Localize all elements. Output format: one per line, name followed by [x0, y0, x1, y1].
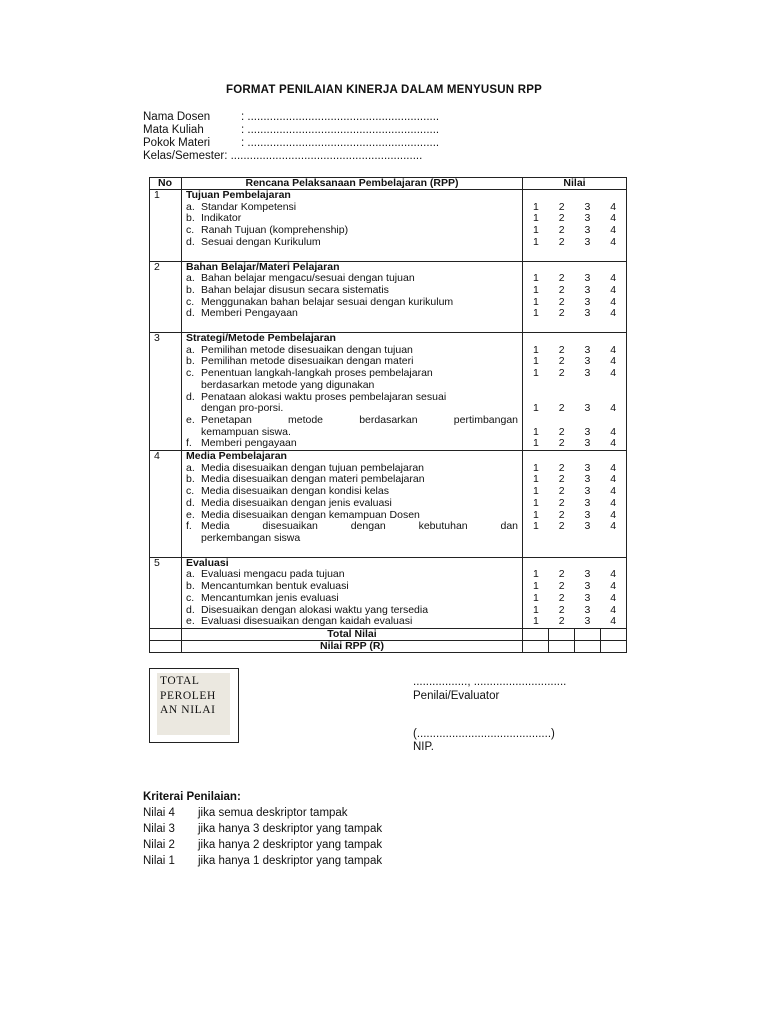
field-mata-kuliah [143, 124, 439, 137]
criterion-marker: b. [186, 580, 195, 593]
score-value: 2 [558, 473, 565, 486]
criterion-text: Media disesuaikan dengan jenis evaluasi [201, 496, 392, 509]
field-label: Mata Kuliah [143, 124, 204, 136]
score-value: 2 [558, 295, 565, 308]
score-value: 3 [584, 235, 591, 248]
score-value: 1 [532, 485, 539, 498]
field-label: Pokok Materi [143, 137, 211, 149]
document-title: FORMAT PENILAIAN KINERJA DALAM MENYUSUN RPP [226, 84, 542, 96]
criterion-text: Menggunakan bahan belajar sesuai dengan kurikulum [201, 295, 454, 308]
criterion-text: Sesuai dengan Kurikulum [201, 235, 321, 248]
field-kelas-semester [143, 150, 439, 163]
score-value: 4 [610, 283, 617, 296]
criterion-marker: b. [186, 473, 195, 486]
section-title: Evaluasi [186, 556, 229, 569]
score-value: 4 [610, 603, 617, 616]
score-value: 2 [558, 235, 565, 248]
score-value: 2 [558, 283, 565, 296]
criterion-text-continued: perkembangan siswa [201, 531, 301, 544]
criterion-text-continued: berdasarkan metode yang digunakan [201, 378, 375, 391]
criterion-marker: b. [186, 283, 195, 296]
score-value: 2 [558, 615, 565, 628]
grading-criteria [143, 789, 382, 869]
total-perolehan-nilai-box [149, 668, 239, 743]
score-value: 1 [532, 355, 539, 368]
criterion-text: Media disesuaikan dengan tujuan pembelajaran [201, 461, 424, 474]
score-value: 1 [532, 200, 539, 213]
field-label: Nama Dosen [143, 111, 211, 123]
score-value: 4 [610, 272, 617, 285]
section-content [182, 261, 523, 333]
criteria-title: Kriterai Penilaian: [143, 791, 241, 803]
criterion-item [186, 498, 518, 510]
nilai-rpp-label: Nilai RPP (R) [182, 640, 523, 652]
evaluator-name-line: (..........................................) [413, 728, 555, 740]
criterion-marker: c. [186, 591, 195, 604]
section-content [182, 557, 523, 628]
criteria-description: jika hanya 2 deskriptor yang tampak [198, 839, 383, 851]
score-value: 3 [584, 272, 591, 285]
criterion-item [186, 415, 518, 427]
total-box-line: TOTAL [160, 675, 200, 687]
field-value: : ............................................................ [224, 150, 423, 162]
criterion-text: Ranah Tujuan (komprehenship) [201, 224, 349, 237]
section-row [150, 261, 627, 333]
score-value: 3 [584, 437, 591, 450]
section-content [182, 451, 523, 558]
score-options [523, 285, 626, 297]
score-spacer [523, 380, 626, 392]
criterion-marker: c. [186, 295, 195, 308]
score-value: 2 [558, 224, 565, 237]
criterion-text: Mencantumkan bentuk evaluasi [201, 580, 349, 593]
score-options [523, 521, 626, 533]
section-content [182, 333, 523, 451]
criterion-text: Media disesuaikan dengan kondisi kelas [201, 485, 389, 498]
score-value: 4 [610, 520, 617, 533]
header-rpp: Rencana Pelaksanaan Pembelajaran (RPP) [182, 178, 523, 190]
score-value: 2 [558, 568, 565, 581]
criterion-text: Evaluasi mengacu pada tujuan [201, 568, 345, 581]
criterion-marker: b. [186, 355, 195, 368]
score-value: 4 [610, 485, 617, 498]
score-value: 1 [532, 520, 539, 533]
score-value: 2 [558, 425, 565, 438]
section-row [150, 451, 627, 558]
score-options [523, 593, 626, 605]
score-value: 4 [610, 355, 617, 368]
criterion-text: Media disesuaikan dengan materi pembelajaran [201, 473, 425, 486]
criterion-marker: f. [186, 520, 192, 533]
total-nilai-label: Total Nilai [182, 628, 523, 640]
score-value: 4 [610, 200, 617, 213]
score-value: 1 [532, 461, 539, 474]
field-nama-dosen [143, 111, 439, 124]
criterion-marker: a. [186, 272, 195, 285]
score-value: 1 [532, 508, 539, 521]
criterion-marker: f. [186, 437, 192, 450]
score-value: 1 [532, 307, 539, 320]
score-options [523, 616, 626, 628]
score-options [523, 368, 626, 380]
criterion-text: Bahan belajar mengacu/sesuai dengan tujuan [201, 272, 415, 285]
score-value: 1 [532, 367, 539, 380]
criteria-description: jika semua deskriptor tampak [198, 807, 348, 819]
criterion-marker: d. [186, 307, 195, 320]
field-value: : ............................................................ [241, 111, 440, 123]
score-value: 2 [558, 402, 565, 415]
score-options [523, 438, 626, 450]
criterion-marker: e. [186, 615, 195, 628]
score-value: 1 [532, 235, 539, 248]
score-value: 2 [558, 508, 565, 521]
score-value: 2 [558, 485, 565, 498]
section-number: 3 [150, 333, 182, 451]
score-value: 2 [558, 603, 565, 616]
criterion-text: Pemilihan metode disesuaikan dengan tujuan [201, 343, 413, 356]
nilai-rpp-cells [523, 640, 627, 652]
criteria-row [143, 805, 382, 821]
score-value: 3 [584, 283, 591, 296]
score-value: 3 [584, 520, 591, 533]
evaluator-nip: NIP. [413, 741, 434, 753]
criterion-item [186, 438, 518, 450]
criterion-marker: c. [186, 485, 195, 498]
score-value: 2 [558, 307, 565, 320]
field-value: : ............................................................ [241, 124, 440, 136]
score-value: 4 [610, 367, 617, 380]
score-value: 3 [584, 568, 591, 581]
score-value: 4 [610, 212, 617, 225]
evaluator-role: Penilai/Evaluator [413, 690, 500, 702]
criterion-text: Media disesuaikan dengan kemampuan Dosen [201, 508, 420, 521]
criterion-text: Memberi Pengayaan [201, 307, 298, 320]
section-title: Media Pembelajaran [186, 450, 287, 463]
score-value: 2 [558, 200, 565, 213]
criterion-item [186, 237, 518, 249]
table-body [150, 190, 627, 629]
section-title: Tujuan Pembelajaran [186, 189, 291, 201]
score-value: 3 [584, 425, 591, 438]
score-value: 3 [584, 367, 591, 380]
section-scores [523, 451, 627, 558]
score-value: 3 [584, 461, 591, 474]
criterion-text-continued: kemampuan siswa. [201, 425, 291, 438]
section-scores [523, 261, 627, 333]
score-value: 3 [584, 496, 591, 509]
score-value: 3 [584, 485, 591, 498]
score-value: 1 [532, 496, 539, 509]
criteria-score: Nilai 4 [143, 807, 175, 819]
criterion-text: Pemilihan metode disesuaikan dengan materi [201, 355, 414, 368]
evaluator-signature-block [413, 676, 566, 754]
score-value: 2 [558, 520, 565, 533]
score-value: 3 [584, 603, 591, 616]
score-value: 2 [558, 343, 565, 356]
score-options [523, 308, 626, 320]
score-value: 4 [610, 591, 617, 604]
section-scores [523, 333, 627, 451]
score-value: 2 [558, 461, 565, 474]
criteria-description: jika hanya 1 deskriptor yang tampak [198, 855, 383, 867]
criterion-text: Bahan belajar disusun secara sistematis [201, 283, 389, 296]
score-options [523, 237, 626, 249]
section-number: 5 [150, 557, 182, 628]
criteria-row [143, 821, 382, 837]
score-spacer [523, 451, 626, 463]
criterion-marker: d. [186, 603, 195, 616]
score-value: 3 [584, 580, 591, 593]
criterion-marker: b. [186, 212, 195, 225]
criterion-text: Penataan alokasi waktu proses pembelajaran sesuai [201, 390, 447, 403]
score-options [523, 498, 626, 510]
criterion-text: Penetapan metode berdasarkan pertimbangan [201, 413, 518, 426]
criterion-marker: a. [186, 343, 195, 356]
score-value: 2 [558, 496, 565, 509]
criteria-list [143, 805, 382, 869]
header-nilai: Nilai [523, 178, 627, 190]
score-value: 4 [610, 496, 617, 509]
score-value: 2 [558, 367, 565, 380]
criterion-text: Media disesuaikan dengan kebutuhan dan [201, 520, 518, 533]
criteria-row [143, 837, 382, 853]
score-value: 3 [584, 402, 591, 415]
section-scores [523, 190, 627, 262]
criterion-marker: d. [186, 235, 195, 248]
total-box-line: AN NILAI [160, 704, 216, 716]
score-value: 2 [558, 272, 565, 285]
score-value: 1 [532, 343, 539, 356]
criterion-marker: a. [186, 200, 195, 213]
score-value: 4 [610, 343, 617, 356]
section-title: Bahan Belajar/Materi Pelajaran [186, 260, 340, 273]
score-spacer [523, 415, 626, 427]
score-value: 3 [584, 307, 591, 320]
criterion-marker: c. [186, 224, 195, 237]
score-value: 2 [558, 591, 565, 604]
score-value: 4 [610, 307, 617, 320]
criterion-marker: e. [186, 508, 195, 521]
score-value: 3 [584, 473, 591, 486]
criterion-text: Memberi pengayaan [201, 437, 297, 450]
criterion-text: Standar Kompetensi [201, 200, 297, 213]
criterion-item [186, 285, 518, 297]
section-number: 4 [150, 451, 182, 558]
criterion-text: Evaluasi disesuaikan dengan kaidah evaluasi [201, 615, 413, 628]
total-nilai-cells [523, 628, 627, 640]
table-header-row [150, 178, 627, 190]
criterion-item [186, 593, 518, 605]
score-value: 1 [532, 591, 539, 604]
criterion-marker: a. [186, 568, 195, 581]
score-value: 4 [610, 235, 617, 248]
field-value: : ............................................................ [241, 137, 440, 149]
score-spacer [523, 533, 626, 545]
score-value: 3 [584, 355, 591, 368]
nilai-rpp-row [150, 640, 627, 652]
score-value: 2 [558, 355, 565, 368]
score-value: 4 [610, 402, 617, 415]
total-nilai-row [150, 628, 627, 640]
rpp-assessment-table [149, 177, 627, 653]
score-value: 1 [532, 272, 539, 285]
score-value: 1 [532, 473, 539, 486]
score-value: 1 [532, 283, 539, 296]
score-spacer [523, 190, 626, 202]
score-value: 4 [610, 425, 617, 438]
score-value: 4 [610, 580, 617, 593]
score-value: 3 [584, 295, 591, 308]
score-value: 3 [584, 615, 591, 628]
criterion-marker: d. [186, 496, 195, 509]
criteria-score: Nilai 1 [143, 855, 175, 867]
score-value: 3 [584, 200, 591, 213]
header-no: No [150, 178, 182, 190]
criteria-score: Nilai 2 [143, 839, 175, 851]
score-value: 4 [610, 295, 617, 308]
score-value: 1 [532, 615, 539, 628]
score-options [523, 403, 626, 415]
criterion-marker: e. [186, 413, 195, 426]
section-row [150, 190, 627, 262]
score-value: 4 [610, 568, 617, 581]
total-no-cell [150, 628, 182, 640]
criterion-marker: a. [186, 461, 195, 474]
section-scores [523, 557, 627, 628]
score-value: 1 [532, 295, 539, 308]
field-pokok-materi [143, 137, 439, 150]
criterion-marker: d. [186, 390, 195, 403]
score-value: 1 [532, 603, 539, 616]
criterion-text: Indikator [201, 212, 242, 225]
field-label: Kelas/Semester [143, 150, 225, 162]
criterion-text: Penentuan langkah-langkah proses pembelajaran [201, 367, 433, 380]
section-row [150, 557, 627, 628]
score-value: 4 [610, 461, 617, 474]
criterion-text-continued: dengan pro-porsi. [201, 402, 284, 415]
criterion-item [186, 616, 518, 628]
score-value: 4 [610, 473, 617, 486]
score-value: 4 [610, 224, 617, 237]
criterion-item [186, 308, 518, 320]
score-spacer [523, 333, 626, 345]
criteria-description: jika hanya 3 deskriptor yang tampak [198, 823, 383, 835]
score-value: 1 [532, 568, 539, 581]
score-value: 3 [584, 343, 591, 356]
score-value: 1 [532, 402, 539, 415]
section-content [182, 190, 523, 262]
score-value: 3 [584, 212, 591, 225]
criterion-text: Disesuaikan dengan alokasi waktu yang tersedia [201, 603, 429, 616]
total-box-label [157, 673, 230, 735]
score-value: 1 [532, 580, 539, 593]
header-fields [143, 111, 439, 163]
score-value: 2 [558, 580, 565, 593]
score-value: 3 [584, 591, 591, 604]
score-value: 4 [610, 508, 617, 521]
score-value: 4 [610, 437, 617, 450]
score-value: 4 [610, 615, 617, 628]
score-value: 2 [558, 212, 565, 225]
score-value: 3 [584, 508, 591, 521]
place-date-line: ................., ............................. [413, 676, 567, 688]
score-value: 1 [532, 212, 539, 225]
score-value: 2 [558, 437, 565, 450]
section-title: Strategi/Metode Pembelajaran [186, 332, 336, 345]
score-value: 1 [532, 224, 539, 237]
score-value: 1 [532, 425, 539, 438]
score-value: 3 [584, 224, 591, 237]
criterion-marker: c. [186, 367, 195, 380]
section-number: 2 [150, 261, 182, 333]
total-box-line: PEROLEH [160, 689, 216, 702]
criterion-text: Mencantumkan jenis evaluasi [201, 591, 339, 604]
rpp-no-cell [150, 640, 182, 652]
criteria-row [143, 853, 382, 869]
section-number: 1 [150, 190, 182, 262]
section-row [150, 333, 627, 451]
criteria-score: Nilai 3 [143, 823, 175, 835]
score-value: 1 [532, 437, 539, 450]
